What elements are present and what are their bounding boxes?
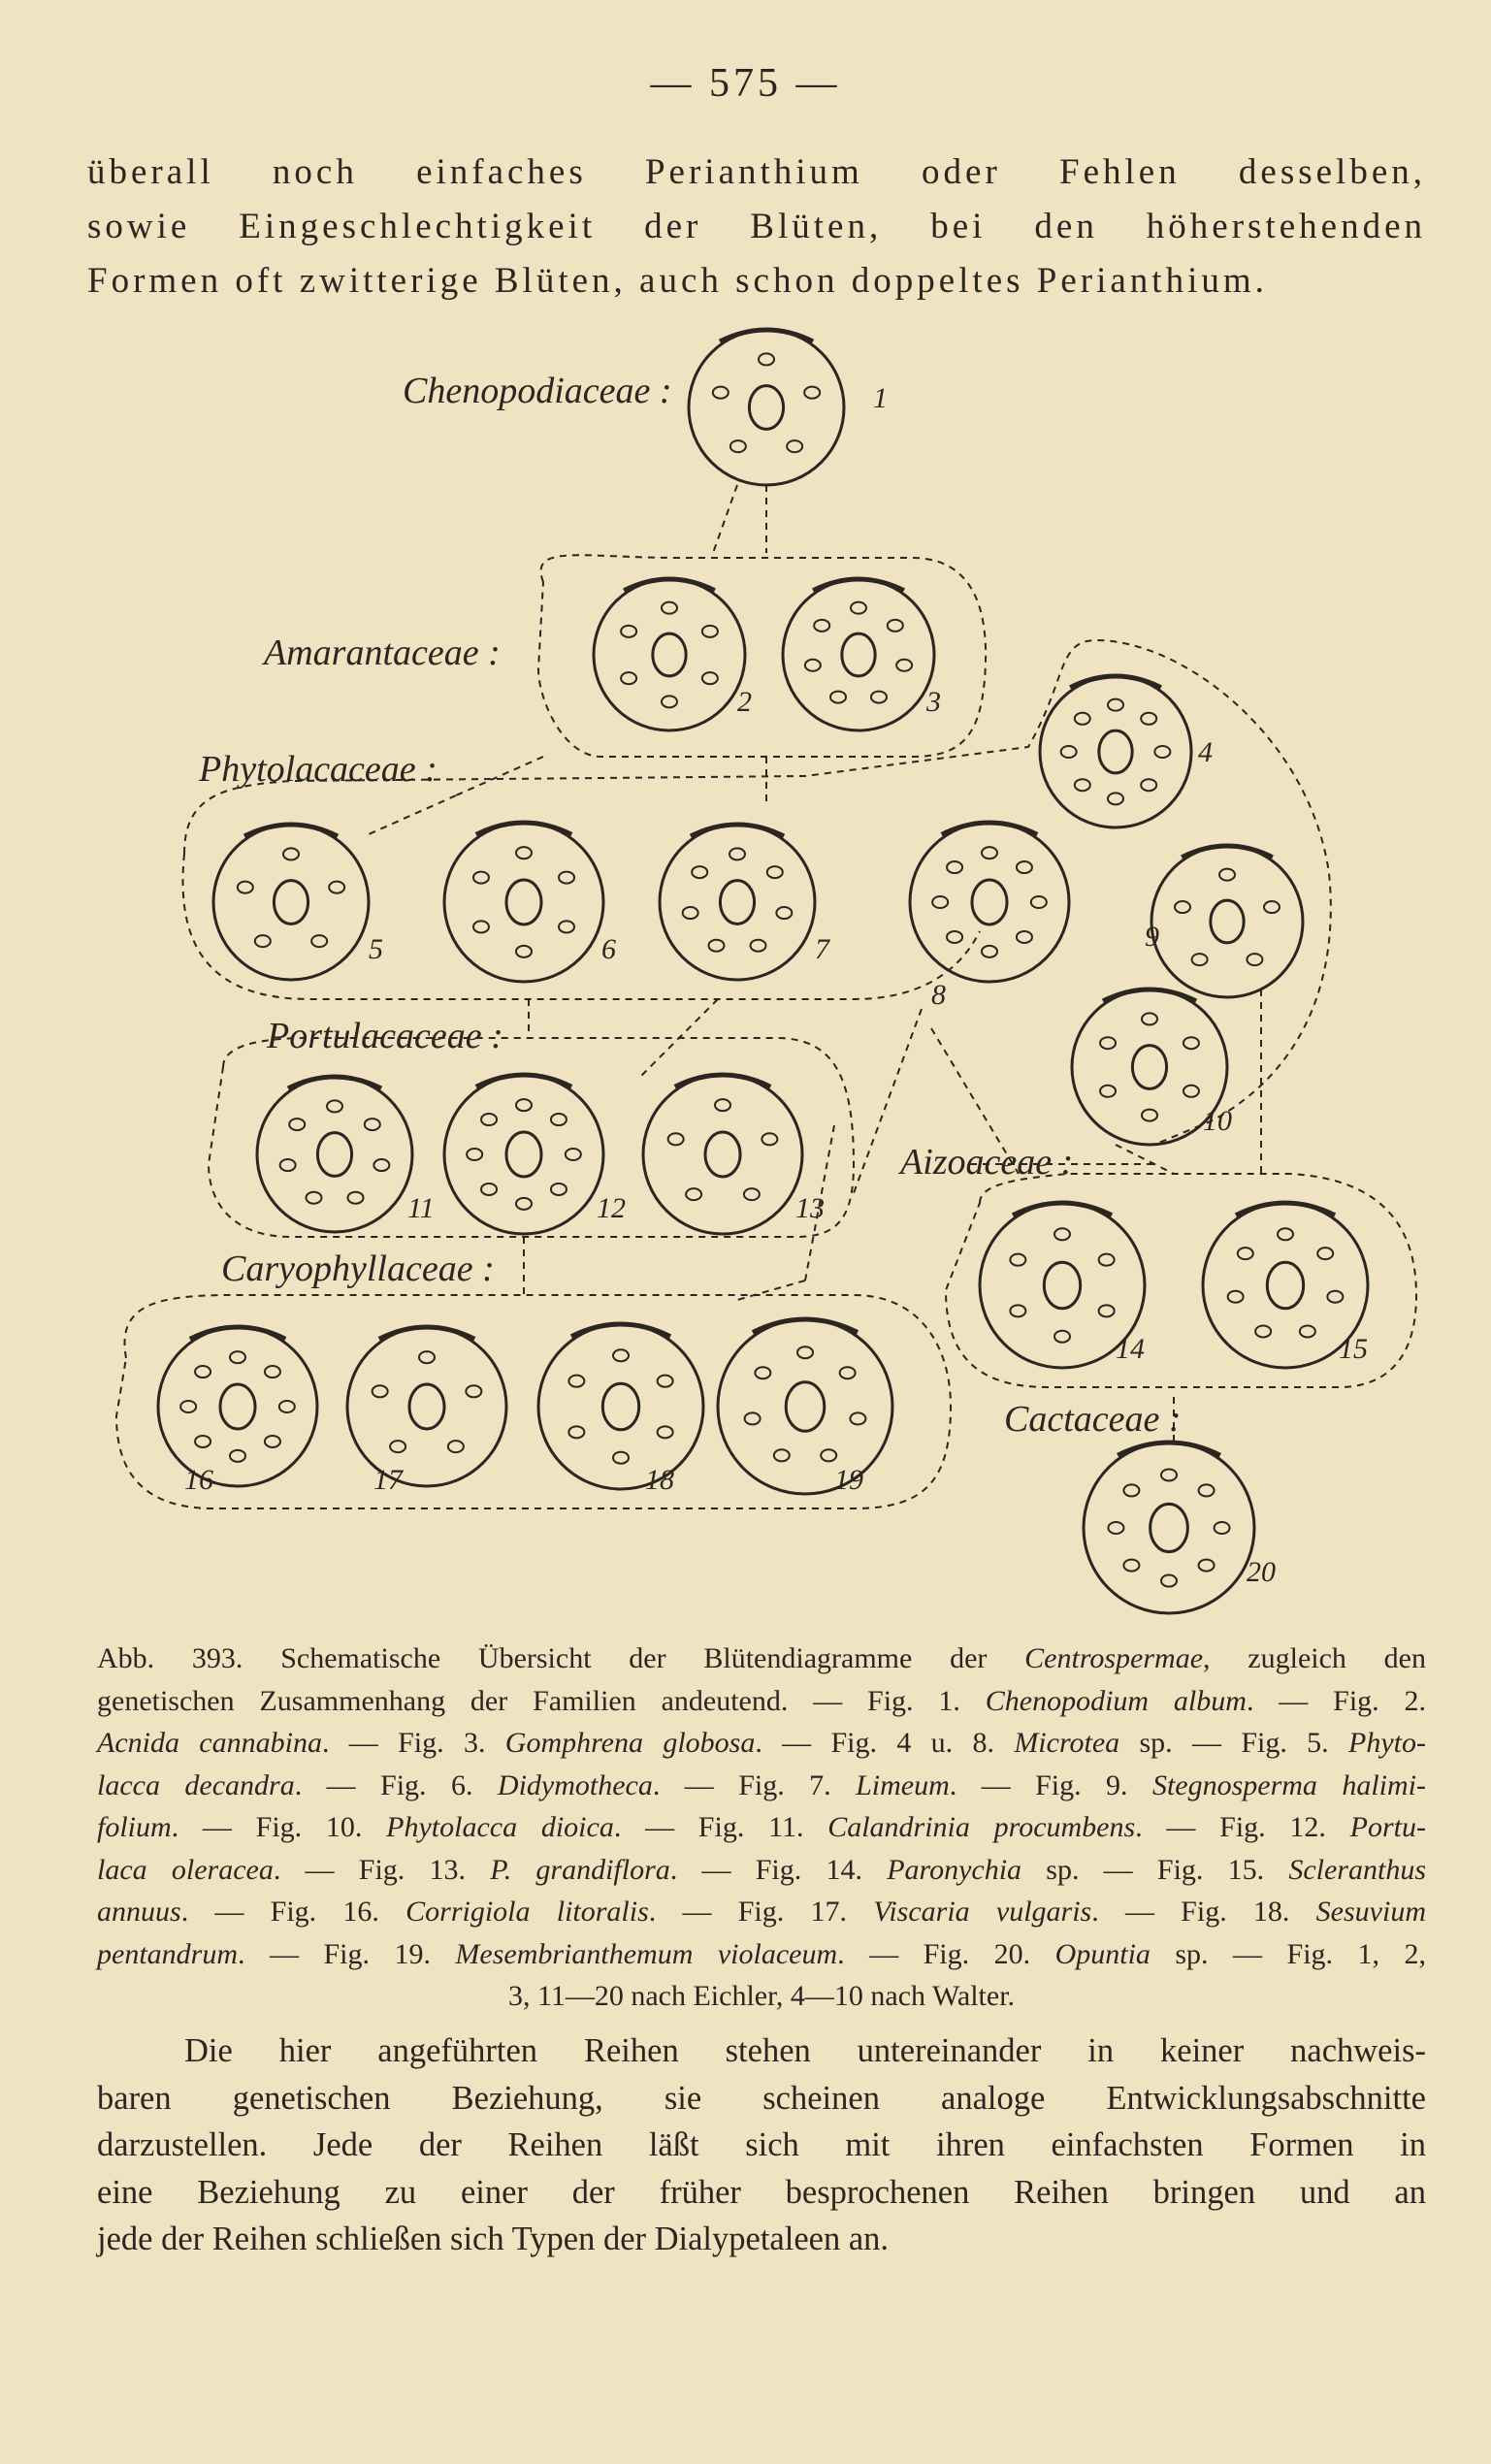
stamen-mark [365, 1119, 380, 1130]
gynoecium-mark [842, 633, 875, 676]
caption-line [97, 1722, 1426, 1765]
stamen-mark [327, 1100, 342, 1112]
stamen-mark [1108, 1522, 1123, 1534]
stamen-mark [1017, 931, 1032, 943]
stamen-mark [668, 1133, 684, 1145]
stamen-mark [1142, 1110, 1157, 1121]
gynoecium-mark [602, 1383, 638, 1430]
caption-taxon: Mesembrianthemum violaceum [455, 1937, 838, 1970]
stamen-mark [762, 1133, 777, 1145]
diagram-number: 20 [1247, 1556, 1276, 1588]
floral-diagram [910, 823, 1069, 1011]
intro-line: überall noch einfaches Perianthium oder Fehlen desselben, [87, 152, 1426, 192]
body-line: Die hier angeführten Reihen stehen untereinander in keiner nachweis- [184, 2032, 1426, 2069]
bract-arc [675, 1075, 770, 1086]
floral-diagram [444, 1075, 626, 1234]
gynoecium-mark [1099, 730, 1132, 773]
diagram-number: 5 [369, 933, 383, 965]
stamen-mark [1300, 1325, 1315, 1337]
stamen-mark [1141, 713, 1156, 725]
diagram-number: 3 [926, 686, 941, 718]
floral-diagram [1040, 676, 1213, 827]
stamen-mark [448, 1441, 464, 1452]
stamen-mark [774, 1449, 790, 1461]
stamen-mark [329, 882, 344, 893]
stamen-mark [180, 1401, 196, 1412]
diagram-number: 18 [645, 1464, 674, 1496]
stamen-mark [238, 882, 253, 893]
diagram-number: 14 [1116, 1333, 1145, 1365]
diagram-number: 4 [1198, 736, 1213, 768]
caption-text: . — Fig. 7. [652, 1768, 857, 1801]
stamen-mark [613, 1349, 629, 1361]
gynoecium-mark [1267, 1262, 1303, 1309]
stamen-mark [1075, 713, 1090, 725]
family-label-cactaceae: Cactaceae : [1004, 1399, 1182, 1440]
caption-line [97, 1637, 1426, 1680]
perianth-outline [718, 1319, 892, 1494]
family-label-amarantaceae: Amarantaceae : [264, 632, 501, 673]
caption-taxon: Portu- [1349, 1811, 1426, 1843]
caption-text: . — Fig. 9. [949, 1768, 1152, 1801]
stamen-mark [1141, 779, 1156, 791]
stamen-mark [1054, 1331, 1070, 1343]
intro-line: sowie Eingeschlechtigkeit der Blüten, bei den höherstehenden [87, 207, 1426, 246]
stamen-mark [708, 940, 724, 952]
stamen-mark [830, 692, 846, 703]
caption-line [97, 1891, 1426, 1933]
gynoecium-mark [220, 1384, 255, 1429]
bract-arc [942, 823, 1037, 834]
bract-arc [571, 1324, 670, 1337]
stamen-mark [613, 1452, 629, 1464]
stamen-mark [1108, 699, 1123, 711]
caption-text: . — Fig. 4 u. 8. [755, 1727, 1015, 1759]
caption-text: . — Fig. 2. [1246, 1684, 1426, 1717]
stamen-mark [289, 1119, 305, 1130]
stamen-mark [306, 1192, 321, 1204]
stamen-mark [888, 620, 903, 632]
stamen-mark [283, 848, 299, 859]
floral-diagram [643, 1075, 825, 1234]
bract-arc [379, 1327, 474, 1339]
caption-taxon: Paronychia [887, 1853, 1022, 1886]
stamen-mark [1278, 1228, 1293, 1240]
stamen-mark [551, 1114, 567, 1125]
bract-arc [753, 1319, 858, 1333]
caption-text: . — Fig. 18. [1091, 1896, 1316, 1928]
diagram-number: 16 [184, 1464, 213, 1496]
caption-line [97, 1765, 1426, 1807]
caption-text: Abb. 393. Schematische Übersicht der Blütendiagramme der [97, 1642, 1025, 1674]
caption-taxon: Opuntia [1054, 1937, 1151, 1970]
bract-arc [190, 1327, 285, 1339]
stamen-mark [1054, 1228, 1070, 1240]
stamen-mark [1100, 1037, 1116, 1049]
floral-diagram [1203, 1203, 1368, 1368]
caption-taxon: Phytolacca dioica [386, 1811, 614, 1843]
stamen-mark [1100, 1086, 1116, 1097]
gynoecium-mark [506, 880, 541, 924]
stamen-mark [683, 907, 698, 919]
diagram-group [158, 330, 1368, 1613]
gynoecium-mark [972, 880, 1007, 924]
stamen-mark [1238, 1248, 1253, 1259]
stamen-mark [662, 602, 677, 614]
caption-taxon: lacca decandra [97, 1768, 295, 1801]
stamen-mark [1199, 1484, 1215, 1496]
bract-arc [1236, 1203, 1335, 1216]
stamen-mark [744, 1188, 760, 1200]
bract-arc [720, 330, 813, 341]
figure-caption [97, 1637, 1426, 2018]
gynoecium-mark [705, 1132, 740, 1177]
floral-diagram [783, 579, 941, 730]
body-line: jede der Reihen schließen sich Typen der Dialypetaleen an. [97, 2221, 890, 2257]
gynoecium-mark [1211, 900, 1244, 943]
gynoecium-mark [1044, 1262, 1080, 1309]
stamen-mark [481, 1183, 497, 1195]
stamen-mark [702, 626, 718, 637]
diagram-number: 11 [407, 1192, 435, 1224]
gynoecium-mark [786, 1382, 825, 1431]
stamen-mark [466, 1385, 481, 1397]
caption-taxon: Acnida cannabina [97, 1727, 322, 1759]
stamen-mark [1175, 901, 1190, 913]
stamen-mark [1317, 1248, 1333, 1259]
diagram-number: 1 [873, 382, 888, 414]
family-label-aizoaceae: Aizoaceae : [900, 1142, 1074, 1183]
stamen-mark [755, 1367, 770, 1378]
stamen-mark [1247, 954, 1262, 965]
caption-line [97, 1933, 1426, 1976]
stamen-mark [516, 847, 532, 859]
caption-taxon: Stegnosperma halimi- [1151, 1768, 1426, 1801]
bract-arc [288, 1077, 381, 1088]
stamen-mark [1183, 1086, 1199, 1097]
stamen-mark [1161, 1575, 1177, 1587]
stamen-mark [1010, 1254, 1025, 1266]
intro-line: Formen oft zwitterige Blüten, auch schon doppeltes Perianthium. [87, 261, 1268, 301]
floral-diagram [538, 1324, 703, 1496]
gynoecium-mark [409, 1384, 444, 1429]
page-number: — 575 — [650, 61, 841, 106]
stamen-mark [1099, 1305, 1115, 1316]
diagram-number: 9 [1145, 921, 1159, 953]
floral-diagram [594, 579, 752, 730]
stamen-mark [348, 1192, 364, 1204]
caption-taxon: annuus [97, 1896, 181, 1928]
stamen-mark [982, 946, 997, 957]
stamen-mark [195, 1366, 211, 1378]
diagram-number: 6 [601, 933, 616, 965]
gynoecium-mark [274, 881, 308, 924]
bract-arc [244, 825, 338, 836]
stamen-mark [821, 1449, 836, 1461]
stamen-mark [1192, 954, 1208, 965]
stamen-mark [255, 935, 271, 947]
floral-diagram [257, 1077, 435, 1232]
floral-diagram [980, 1203, 1145, 1368]
stamen-mark [1123, 1484, 1139, 1496]
stamen-mark [621, 626, 636, 637]
caption-taxon: Viscaria vulgaris [873, 1896, 1092, 1928]
stamen-mark [230, 1351, 245, 1363]
stamen-mark [745, 1412, 761, 1424]
diagram-number: 10 [1203, 1105, 1232, 1137]
diagram-number: 12 [597, 1192, 626, 1224]
stamen-mark [279, 1401, 295, 1412]
stamen-mark [516, 1198, 532, 1210]
stamen-mark [1219, 869, 1235, 881]
stamen-mark [1215, 1522, 1230, 1534]
bract-arc [624, 579, 715, 591]
caption-taxon: pentandrum [97, 1937, 238, 1970]
diagram-number: 19 [834, 1464, 863, 1496]
caption-taxon: Corrigiola litoralis [405, 1896, 649, 1928]
stamen-mark [473, 921, 489, 932]
caption-text: genetischen Zusammenhang der Familien andeutend. — Fig. 1. [97, 1684, 986, 1717]
stamen-mark [1108, 793, 1123, 804]
stamen-mark [1199, 1560, 1215, 1572]
gynoecium-mark [749, 386, 783, 430]
stamen-mark [568, 1376, 584, 1387]
stamen-mark [373, 1159, 389, 1171]
stamen-mark [702, 672, 718, 684]
stamen-mark [850, 1412, 865, 1424]
stamen-mark [871, 692, 887, 703]
stamen-mark [692, 866, 707, 878]
stamen-mark [932, 896, 948, 908]
caption-taxon: folium [97, 1811, 172, 1843]
stamen-mark [1123, 1560, 1139, 1572]
stamen-mark [1255, 1325, 1271, 1337]
caption-text: 3, 11—20 nach Eichler, 4—10 nach Walter. [507, 1980, 1016, 2012]
caption-text: . — Fig. 10. [171, 1811, 387, 1843]
stamen-mark [373, 1385, 388, 1397]
gynoecium-mark [506, 1132, 541, 1177]
stamen-mark [265, 1436, 280, 1447]
caption-text: . — Fig. 12. [1135, 1811, 1350, 1843]
stamen-mark [767, 866, 783, 878]
body-paragraph [97, 2027, 1426, 2263]
stamen-mark [473, 872, 489, 884]
stamen-mark [566, 1149, 581, 1160]
gynoecium-mark [1132, 1046, 1166, 1089]
floral-diagram [158, 1327, 317, 1496]
diagram-number: 13 [795, 1192, 825, 1224]
stamen-mark [1010, 1305, 1025, 1316]
stamen-mark [729, 848, 745, 859]
caption-line [97, 1806, 1426, 1849]
stamen-mark [419, 1351, 435, 1363]
stamen-mark [658, 1426, 673, 1438]
bract-arc [1182, 846, 1273, 858]
gynoecium-mark [653, 633, 686, 676]
stamen-mark [1099, 1254, 1115, 1266]
bract-arc [476, 1075, 571, 1086]
stamen-mark [1161, 1469, 1177, 1480]
stamen-mark [481, 1114, 497, 1125]
stamen-mark [195, 1436, 211, 1447]
caption-text: , zugleich den [1203, 1642, 1426, 1674]
caption-text: . — Fig. 6. [294, 1768, 498, 1801]
caption-line [97, 1680, 1426, 1723]
family-label-caryophyllaceae: Caryophyllaceae : [221, 1248, 495, 1289]
bract-arc [476, 823, 571, 834]
floral-diagram [689, 330, 888, 485]
stamen-mark [947, 861, 962, 873]
stamen-mark [311, 935, 327, 947]
stamen-mark [797, 1346, 813, 1358]
floral-diagram [718, 1319, 892, 1496]
bract-arc [1013, 1203, 1112, 1216]
stamen-mark [559, 921, 574, 932]
stamen-mark [1264, 901, 1280, 913]
caption-taxon: Chenopodium album [985, 1684, 1247, 1717]
stamen-mark [1327, 1291, 1343, 1303]
stamen-mark [730, 440, 746, 452]
stamen-mark [713, 387, 729, 399]
caption-text: . — Fig. 16. [180, 1896, 406, 1928]
stamen-mark [814, 620, 829, 632]
body-line: eine Beziehung zu einer der früher besprochenen Reihen bringen und an [97, 2173, 1426, 2211]
stamen-mark [230, 1450, 245, 1462]
stamen-mark [759, 353, 774, 365]
caption-text: sp. — Fig. 15. [1021, 1853, 1289, 1886]
bract-arc [691, 825, 784, 836]
stamen-mark [982, 847, 997, 859]
floral-diagram [347, 1327, 506, 1496]
floral-diagram [660, 825, 831, 980]
stamen-mark [851, 602, 866, 614]
stamen-mark [559, 872, 574, 884]
stamen-mark [658, 1376, 673, 1387]
caption-text: . — Fig. 14. [669, 1853, 888, 1886]
caption-text: sp. — Fig. 1, 2, [1150, 1937, 1426, 1970]
caption-text: . — Fig. 19. [238, 1937, 456, 1970]
caption-text: . — Fig. 11. [613, 1811, 828, 1843]
floral-diagram [213, 825, 383, 980]
caption-taxon: Calandrinia procumbens [827, 1811, 1136, 1843]
stamen-mark [280, 1159, 296, 1171]
stamen-mark [804, 387, 820, 399]
caption-taxon: Microtea [1014, 1727, 1120, 1759]
caption-taxon: Phyto- [1348, 1727, 1426, 1759]
stamen-mark [947, 931, 962, 943]
diagram-number: 7 [815, 933, 829, 965]
stamen-mark [516, 946, 532, 957]
diagram-number: 2 [737, 686, 752, 718]
stamen-mark [662, 696, 677, 707]
caption-taxon: Limeum [856, 1768, 950, 1801]
family-label-portulacaceae: Portulacaceae : [267, 1016, 503, 1056]
stamen-mark [568, 1426, 584, 1438]
family-label-chenopodiaceae: Chenopodiaceae : [403, 371, 672, 411]
body-line: baren genetischen Beziehung, sie scheinen analoge Entwicklungsabschnitte [97, 2079, 1426, 2117]
stamen-mark [840, 1367, 856, 1378]
floral-diagram [444, 823, 616, 982]
stamen-mark [1228, 1291, 1244, 1303]
stamen-mark [390, 1441, 405, 1452]
diagram-number: 15 [1339, 1333, 1368, 1365]
gynoecium-mark [720, 881, 754, 924]
floral-diagram [1084, 1443, 1276, 1613]
caption-taxon: Sesuvium [1315, 1896, 1426, 1928]
caption-taxon: Didymotheca [497, 1768, 653, 1801]
caption-taxon: P. grandiflora [490, 1853, 670, 1886]
gynoecium-mark [317, 1133, 351, 1177]
gynoecium-mark [1151, 1504, 1188, 1551]
stamen-mark [715, 1099, 730, 1111]
stamen-mark [1061, 746, 1077, 758]
caption-text: sp. — Fig. 5. [1119, 1727, 1348, 1759]
stamen-mark [1075, 779, 1090, 791]
caption-text: . — Fig. 3. [321, 1727, 505, 1759]
stamen-mark [805, 660, 821, 671]
stamen-mark [896, 660, 912, 671]
caption-taxon: Gomphrena globosa [504, 1727, 756, 1759]
stamen-mark [787, 440, 802, 452]
caption-text: . — Fig. 13. [273, 1853, 491, 1886]
caption-line [97, 1975, 1426, 2018]
stamen-mark [776, 907, 792, 919]
caption-taxon: laca oleracea [97, 1853, 274, 1886]
bract-arc [1103, 989, 1196, 1001]
caption-text: . — Fig. 17. [648, 1896, 874, 1928]
stamen-mark [686, 1188, 701, 1200]
stamen-mark [516, 1099, 532, 1111]
floral-diagram [1145, 846, 1303, 997]
diagram-number: 8 [931, 979, 946, 1011]
stamen-mark [467, 1149, 482, 1160]
stamen-mark [621, 672, 636, 684]
stamen-mark [751, 940, 766, 952]
body-line: darzustellen. Jede der Reihen läßt sich mit ihren einfachsten Formen in [97, 2126, 1426, 2163]
family-label-phytolacaceae: Phytolacaceae : [199, 749, 438, 790]
stamen-mark [265, 1366, 280, 1378]
caption-taxon: Centrospermae [1024, 1642, 1204, 1674]
stamen-mark [1142, 1013, 1157, 1024]
diagram-number: 17 [373, 1464, 403, 1496]
stamen-mark [1183, 1037, 1199, 1049]
stamen-mark [1031, 896, 1047, 908]
caption-text: . — Fig. 20. [837, 1937, 1055, 1970]
stamen-mark [551, 1183, 567, 1195]
caption-taxon: Scleranthus [1288, 1853, 1426, 1886]
stamen-mark [1154, 746, 1170, 758]
caption-line [97, 1849, 1426, 1892]
bract-arc [1070, 676, 1161, 688]
stamen-mark [1017, 861, 1032, 873]
bract-arc [1118, 1443, 1220, 1455]
bract-arc [813, 579, 904, 591]
